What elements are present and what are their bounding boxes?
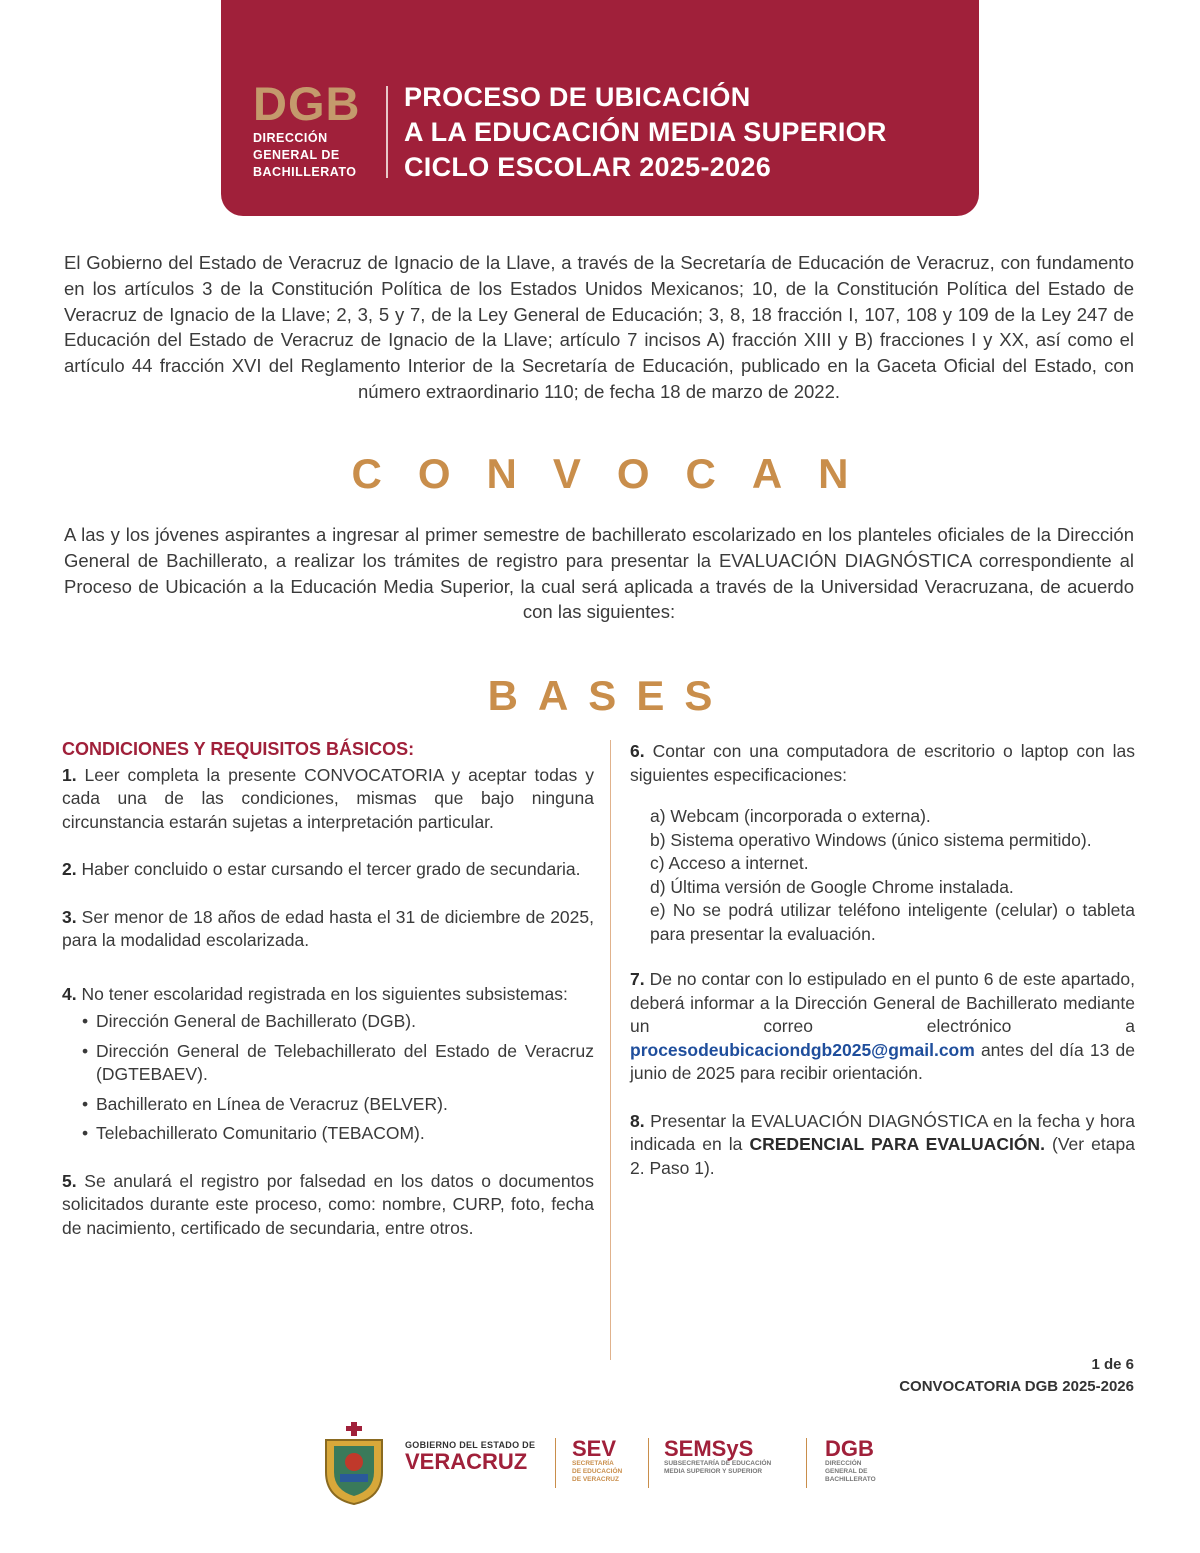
- requirement-text: No tener escolaridad registrada en los siguientes subsistemas:: [76, 983, 568, 1004]
- requirement-number: 1.: [62, 764, 77, 785]
- convocan-heading: CONVOCAN: [351, 450, 885, 497]
- list-item: • Dirección General de Bachillerato (DGB).: [82, 1010, 594, 1034]
- dgb-logo-sub-2: GENERAL DE: [253, 148, 340, 162]
- requirement-number: 2.: [62, 859, 77, 879]
- requirement-number: 3.: [62, 906, 77, 927]
- requirement-text: Se anulará el registro por falsedad en los datos o documentos solicitados durante este proceso, como: nombre, CURP, foto, fecha de nacimiento, certificado de secundaria, entre otros.: [62, 1170, 594, 1238]
- requirement-text: Presentar la EVALUACIÓN DIAGNÓSTICA en la fecha y hora indicada en la: [630, 1110, 1135, 1154]
- requirement-number: 6.: [630, 741, 645, 761]
- requirement-text: Leer completa la presente CONVOCATORIA y aceptar todas y cada una de las condiciones, mismas que bajo ninguna circunstancia estarán sujetas a interpretación particular.: [62, 764, 594, 832]
- requirement-text: De no contar con lo estipulado en el punto 6 de este apartado, deberá informar a la Dirección General de Bachillerato mediante un correo electrónico a: [630, 969, 1135, 1036]
- footer-divider: [555, 1438, 556, 1488]
- gov-logo-big-text: VERACRUZ: [405, 1449, 528, 1474]
- requirement-text: Ser menor de 18 años de edad hasta el 31 de diciembre de 2025, para la modalidad escolarizada.: [62, 906, 594, 950]
- sev-logo-sub: DE VERACRUZ: [572, 1476, 619, 1483]
- subsystem-list: [62, 1010, 594, 1146]
- column-divider: [610, 740, 611, 1360]
- dgb-footer-logo-sub: GENERAL DE: [825, 1468, 868, 1475]
- sev-logo-sub: DE EDUCACIÓN: [572, 1468, 623, 1475]
- dgb-footer-logo-sub: DIRECCIÓN: [825, 1460, 862, 1467]
- requirement-text: Contar con una computadora de escritorio o laptop con las siguientes especificaciones:: [630, 741, 1135, 785]
- email-link[interactable]: procesodeubicaciondgb2025@gmail.com: [630, 1039, 975, 1060]
- sev-logo-text: SEV: [572, 1436, 617, 1461]
- footer-divider: [806, 1438, 807, 1488]
- requirement-number: 5.: [62, 1170, 77, 1191]
- dgb-logo-word: DGB: [253, 77, 361, 130]
- requirement-number: 8.: [630, 1110, 645, 1131]
- requirement-text: Haber concluido o estar cursando el tercer grado de secundaria.: [76, 859, 581, 879]
- requirement-6: [630, 740, 1135, 787]
- title-line-3: CICLO ESCOLAR 2025-2026: [404, 152, 772, 182]
- right-column: [630, 738, 1135, 1204]
- dgb-footer-logo-text: DGB: [825, 1436, 874, 1461]
- left-column: [62, 738, 594, 1264]
- veracruz-crest-icon: [318, 1422, 390, 1506]
- title-line-2: A LA EDUCACIÓN MEDIA SUPERIOR: [404, 117, 887, 147]
- audience-paragraph: A las y los jóvenes aspirantes a ingresar al primer semestre de bachillerato escolarizado en los planteles oficiales de la Dirección General de Bachillerato, a realizar los trámites de registro para presentar la EVALUACIÓN DIAGNÓSTICA correspondiente al Proceso de Ubicación a la Educación Media Superior, la cual será aplicada a través de la Universidad Veracruzana, de acuerdo con las siguientes:: [64, 524, 1134, 623]
- footer-logos: [0, 1418, 1200, 1518]
- document-name: CONVOCATORIA DGB 2025-2026: [899, 1378, 1134, 1395]
- sev-logo-sub: SECRETARÍA: [572, 1460, 614, 1467]
- requirement-text: (Ver etapa 2. Paso 1).: [630, 1134, 1135, 1178]
- semsys-logo-text: SEMSyS: [664, 1436, 754, 1461]
- sev-logo: [572, 1438, 622, 1484]
- spec-list: [650, 805, 1135, 946]
- page-number: 1 de 6: [1091, 1356, 1134, 1373]
- list-item: a) Webcam (incorporada o externa).: [650, 806, 931, 826]
- requirement-1: [62, 764, 594, 835]
- footer-divider: [648, 1438, 649, 1488]
- requirement-3: [62, 906, 594, 953]
- semsys-logo-sub: SUBSECRETARÍA DE EDUCACIÓN: [664, 1460, 772, 1467]
- intro-paragraph: El Gobierno del Estado de Veracruz de Ignacio de la Llave, a través de la Secretaría de Educación de Veracruz, con fundamento en los artículos 3 de la Constitución Política de los Estados Unidos Mexicanos; 10, de la Constitución Política del Estado de Veracruz de Ignacio de la Llave; 2, 3, 5 y 7, de la Ley General de Educación; 3, 8, 18 fracción I, 107, 108 y 109 de la Ley 247 de Educación del Estado de Veracruz de Ignacio de la Llave; artículo 7 incisos A) fracción XIII y B) fracciones I y XX, así como el artículo 44 fracción XVI del Reglamento Interior de la Secretaría de Educación, publicado en la Gaceta Oficial del Estado, con número extraordinario 110; de fecha 18 de marzo de 2022.: [64, 252, 1134, 402]
- requirement-8: [630, 1110, 1135, 1181]
- requirement-2: [62, 858, 594, 882]
- list-item: • Telebachillerato Comunitario (TEBACOM).: [82, 1122, 594, 1146]
- list-item: c) Acceso a internet.: [650, 853, 809, 873]
- semsys-logo-sub: MEDIA SUPERIOR Y SUPERIOR: [664, 1468, 763, 1475]
- dgb-logo-sub-1: DIRECCIÓN: [253, 131, 328, 145]
- semsys-logo: [664, 1438, 771, 1476]
- requirement-number: 4.: [62, 983, 77, 1004]
- dgb-logo-sub-3: BACHILLERATO: [253, 165, 357, 179]
- requirement-number: 7.: [630, 969, 645, 989]
- requirement-4: [62, 983, 594, 1146]
- page-title: [404, 80, 887, 185]
- header-divider: [386, 86, 388, 178]
- dgb-footer-logo-sub: BACHILLERATO: [825, 1476, 876, 1483]
- requirement-text: antes del día 13 de junio de 2025 para recibir orientación.: [630, 1039, 1135, 1083]
- veracruz-government-logo: [405, 1440, 535, 1474]
- list-item: d) Última versión de Google Chrome instalada.: [650, 876, 1014, 897]
- bases-heading: BASES: [487, 672, 733, 719]
- requirement-5: [62, 1170, 594, 1241]
- section-title: CONDICIONES Y REQUISITOS BÁSICOS:: [62, 739, 415, 759]
- title-line-1: PROCESO DE UBICACIÓN: [404, 82, 751, 112]
- requirement-7: [630, 968, 1135, 1086]
- list-item: e) No se podrá utilizar teléfono inteligente (celular) o tableta para presentar la evaluación.: [650, 900, 1135, 944]
- dgb-footer-logo: [825, 1438, 876, 1484]
- gov-logo-small-text: GOBIERNO DEL ESTADO DE: [405, 1440, 536, 1450]
- page-indicator: [899, 1354, 1134, 1398]
- header-banner: [221, 0, 979, 216]
- list-item: • Dirección General de Telebachillerato del Estado de Veracruz (DGTEBAEV).: [82, 1040, 594, 1087]
- requirement-bold-text: CREDENCIAL PARA EVALUACIÓN.: [749, 1134, 1045, 1154]
- list-item: • Bachillerato en Línea de Veracruz (BELVER).: [82, 1093, 594, 1117]
- list-item: b) Sistema operativo Windows (único sistema permitido).: [650, 829, 1092, 850]
- dgb-logo: [253, 77, 378, 181]
